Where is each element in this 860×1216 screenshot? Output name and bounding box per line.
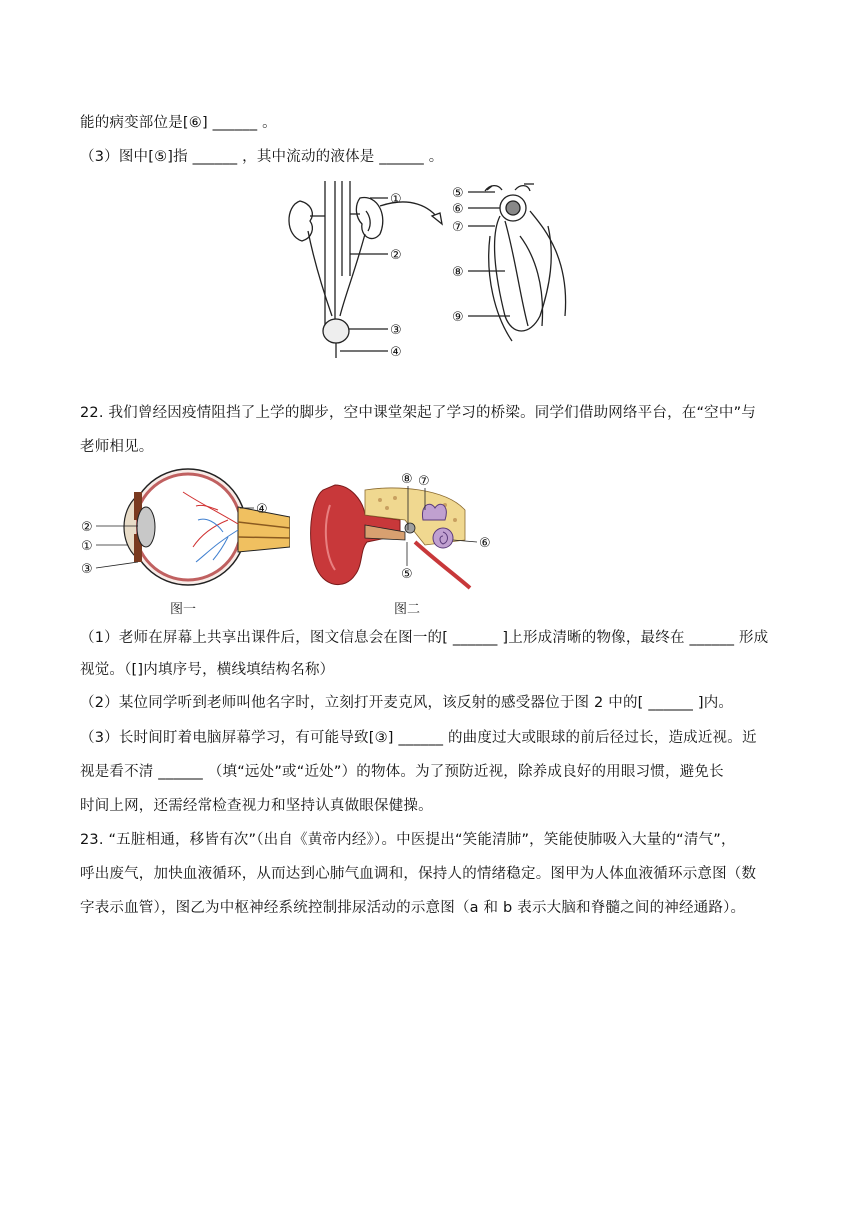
text-line-8: （3）长时间盯着电脑屏幕学习，有可能导致[③] ______ 的曲度过大或眼球的前后径过长，造成近视。近	[80, 730, 757, 746]
text-line-10: 时间上网，还需经常检查视力和坚持认真做眼保健操。	[80, 798, 433, 814]
ear-label-6: ⑥	[479, 536, 491, 551]
nephron-label-8: ⑧	[452, 265, 464, 280]
text-line-4: 老师相见。	[80, 439, 154, 455]
text-line-13: 字表示血管），图乙为中枢神经系统控制排尿活动的示意图（a 和 b 表示大脑和脊髓之间的神经通路）。	[80, 900, 746, 916]
eye-figure	[78, 462, 290, 592]
text-line-6: 视觉。（[]内填序号，横线填结构名称）	[80, 662, 335, 678]
text-line-5: （1）老师在屏幕上共享出课件后，图文信息会在图一的[ ______ ]上形成清晰的物像，最终在 ______ 形成	[80, 630, 769, 646]
text-line-3: 22. 我们曾经因疫情阻挡了上学的脚步，空中课堂架起了学习的桥梁。同学们借助网络平台，在“空中”与	[80, 405, 756, 421]
text-line-7: （2）某位同学听到老师叫他名字时，立刻打开麦克风，该反射的感受器位于图 2 中的[ ______ ]内。	[80, 695, 734, 711]
nephron-label-5: ⑤	[452, 186, 464, 201]
kidney-nephron-figure	[280, 176, 590, 362]
nephron-label-7: ⑦	[452, 220, 464, 235]
text-line-2: （3）图中[⑤]指 ______ ，其中流动的液体是 ______ 。	[80, 149, 444, 165]
nephron-label-9: ⑨	[452, 310, 464, 325]
kidney-label-2: ②	[390, 248, 402, 263]
eye-label-3: ③	[81, 562, 93, 577]
kidney-label-3: ③	[390, 323, 402, 338]
eye-label-1: ①	[81, 539, 93, 554]
eye-label-2: ②	[81, 520, 93, 535]
ear-figure	[305, 470, 495, 594]
text-line-12: 呼出废气，加快血液循环，从而达到心肺气血调和，保持人的情绪稳定。图甲为人体血液循环示意图（数	[80, 866, 757, 882]
ear-label-5: ⑤	[401, 567, 413, 582]
kidney-label-4: ④	[390, 345, 402, 360]
ear-label-8: ⑧	[401, 472, 413, 487]
text-line-9: 视是看不清 ______ （填“远处”或“近处”）的物体。为了预防近视，除养成良好的用眼习惯，避免长	[80, 764, 724, 780]
kidney-label-1: ①	[390, 192, 402, 207]
ear-figure-caption: 图二	[394, 602, 421, 617]
nephron-label-6: ⑥	[452, 202, 464, 217]
text-line-1: 能的病变部位是[⑥] ______ 。	[80, 115, 277, 131]
eye-label-4: ④	[256, 502, 268, 517]
text-line-11: 23. “五脏相通，移皆有次”（出自《黄帝内经》）。中医提出“笑能清肺”，笑能使肺吸入大量的“清气”，	[80, 832, 736, 848]
ear-label-7: ⑦	[418, 474, 430, 489]
eye-figure-caption: 图一	[170, 602, 197, 617]
